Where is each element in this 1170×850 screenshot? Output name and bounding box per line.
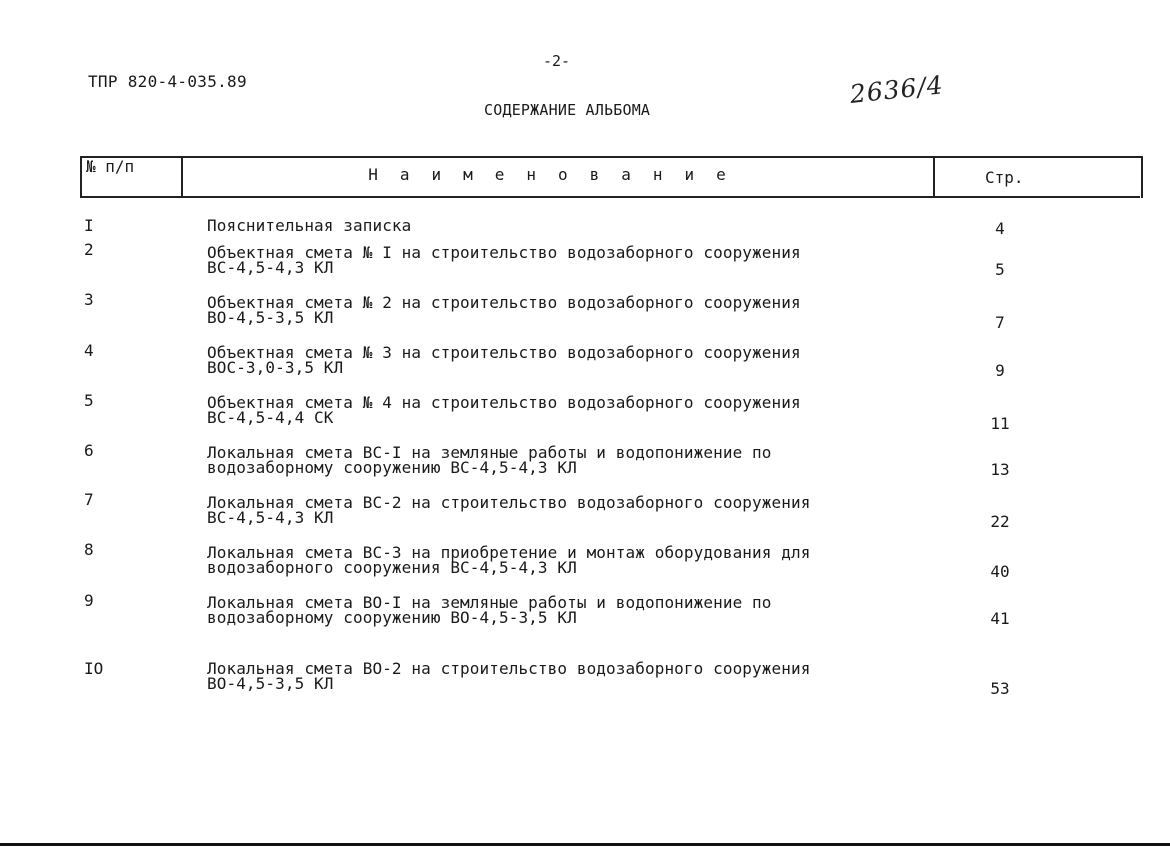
row-number: 5	[84, 391, 94, 410]
row-name: Локальная смета ВО-2 на строительство водозаборного сооружения ВО-4,5-3,5 КЛ	[207, 659, 811, 693]
row-page: 5	[995, 260, 1005, 279]
scan-bottom-edge	[0, 843, 1170, 846]
row-name: Локальная смета ВО-I на земляные работы и водопонижение по водозаборному сооружению ВО-4,5-3,5 КЛ	[207, 593, 772, 627]
row-name: Объектная смета № I на строительство водозаборного сооружения ВС-4,5-4,3 КЛ	[207, 243, 801, 277]
table-header-right-border	[1141, 156, 1143, 198]
row-name: Объектная смета № 2 на строительство водозаборного сооружения ВО-4,5-3,5 КЛ	[207, 293, 801, 327]
row-page: 53	[990, 679, 1010, 698]
row-number: 3	[84, 290, 94, 309]
row-number: 2	[84, 240, 94, 259]
row-page: 40	[990, 562, 1010, 581]
row-page: 41	[990, 609, 1010, 628]
row-name: Локальная смета ВС-2 на строительство водозаборного сооружения ВС-4,5-4,3 КЛ	[207, 493, 811, 527]
row-number: 4	[84, 341, 94, 360]
row-page: 22	[990, 512, 1010, 531]
album-contents-title: СОДЕРЖАНИЕ АЛЬБОМА	[484, 101, 651, 119]
row-number: 6	[84, 441, 94, 460]
row-number: IO	[84, 659, 104, 678]
table-header-top-line	[80, 156, 1143, 158]
row-name: Объектная смета № 4 на строительство водозаборного сооружения ВС-4,5-4,4 СК	[207, 393, 801, 427]
row-page: 11	[990, 414, 1010, 433]
row-page: 7	[995, 313, 1005, 332]
row-name: Локальная смета ВС-I на земляные работы и водопонижение по водозаборному сооружению ВС-4,5-4,3 КЛ	[207, 443, 772, 477]
row-name: Пояснительная записка	[207, 216, 412, 235]
column-header-name	[182, 165, 934, 184]
row-page: 13	[990, 460, 1010, 479]
column-header-page: Стр.	[985, 168, 1024, 187]
row-name: Объектная смета № 3 на строительство водозаборного сооружения ВОС-3,0-3,5 КЛ	[207, 343, 801, 377]
row-number: I	[84, 216, 94, 235]
column-header-number: № п/п	[86, 157, 135, 176]
row-name: Локальная смета ВС-3 на приобретение и монтаж оборудования для водозаборного сооружения ВС-4,5-4,3 КЛ	[207, 543, 811, 577]
column-header-name-text: Наименование	[368, 165, 748, 184]
row-number: 8	[84, 540, 94, 559]
row-number: 9	[84, 591, 94, 610]
row-page: 4	[995, 219, 1005, 238]
row-page: 9	[995, 361, 1005, 380]
table-header-left-border	[80, 156, 82, 198]
document-code: ТПР 820-4-035.89	[88, 72, 247, 91]
handwritten-inventory-number: 2636/4	[848, 70, 945, 109]
row-number: 7	[84, 490, 94, 509]
page-number: -2-	[543, 52, 571, 70]
table-header-bottom-line	[80, 196, 1140, 198]
